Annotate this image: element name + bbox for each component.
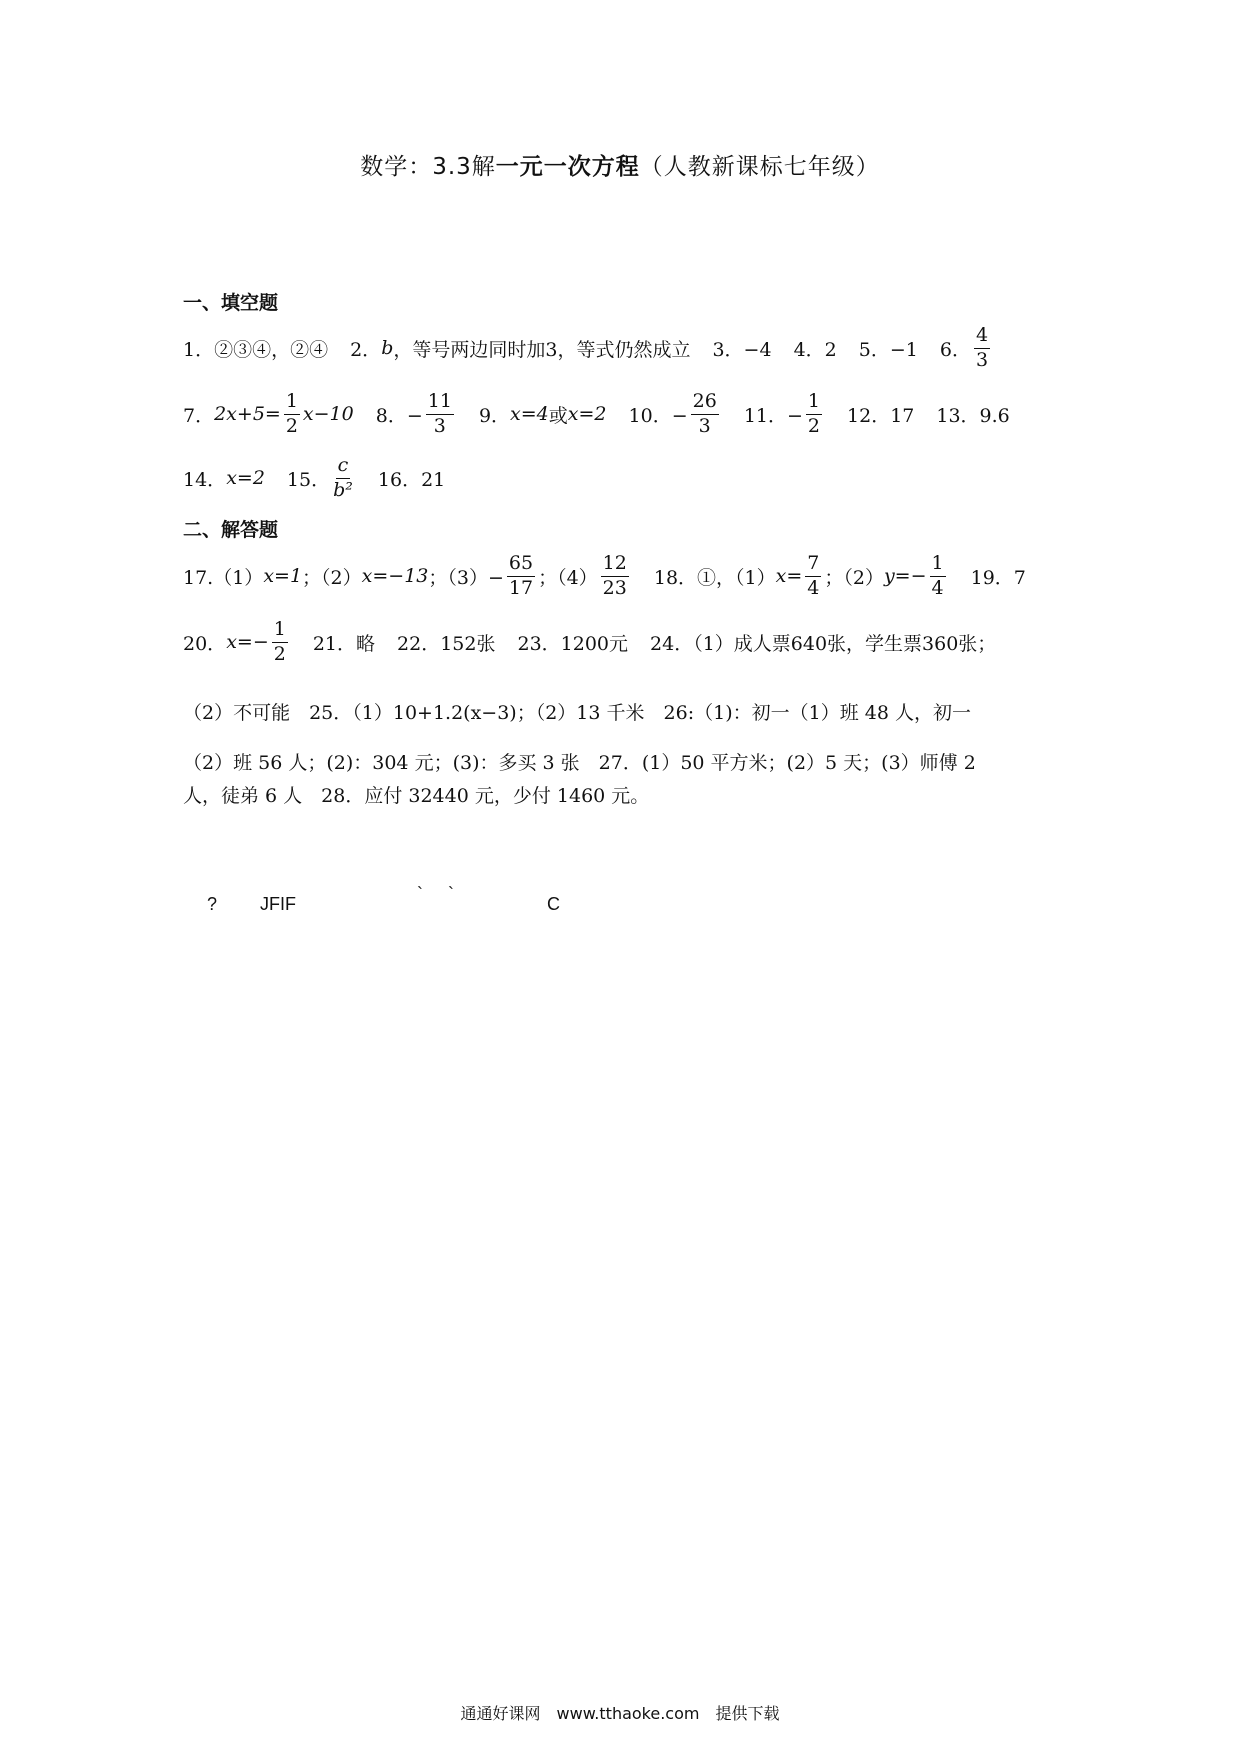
answer-q12: 12．17 [847,404,915,427]
fraction [333,453,353,501]
answer-q1: 1．②③④，②④ [183,338,329,361]
answer-q3: 3．−4 [712,338,772,361]
fraction [272,617,288,665]
fraction [805,551,821,599]
answer-q19: 19．7 [970,566,1026,589]
answer-line-6: （2）不可能 25．（1）10+1.2(x−3)；（2）13 千米 26:（1)：初一（1）班 48 人，初一 [183,702,971,724]
answer-q17-part2: x=−13 [361,565,429,587]
answer-q9-x2: x=2 [567,403,607,425]
fraction [974,323,990,371]
section-heading-solve: 二、解答题 [183,519,279,541]
answer-q2-text: ，等号两边同时加3，等式仍然成立 [393,338,691,361]
answer-q18-label: 18．①，（1） [653,566,776,589]
fraction [507,551,535,599]
answer-line-8: 人，徒弟 6 人 28．应付 32440 元，少付 1460 元。 [183,785,650,807]
answer-row-3 [183,448,1064,508]
answer-q5: 5．−1 [858,338,918,361]
answer-q18-y: y=− [883,565,927,587]
answer-q18 [653,551,949,599]
fraction-numerator: 1 [930,554,946,577]
fraction-numerator: 12 [601,554,629,577]
section-heading-fill-blank: 一、填空题 [183,292,279,314]
fraction-numerator: 65 [507,554,535,577]
footer-credit: 通通好课网 www.tthaoke.com 提供下载 [460,1704,780,1723]
answer-q14-value: x=2 [226,467,265,489]
answer-q7 [183,389,354,437]
fraction-denominator: 4 [807,576,820,599]
answer-q4: 4．2 [793,338,837,361]
answer-q13: 13．9.6 [936,404,1010,427]
answer-q17-part1: x=1 [263,565,303,587]
answer-q20 [183,617,291,665]
answer-q14-label: 14． [183,468,227,491]
fraction-denominator: 23 [602,576,627,599]
answer-q18-x: x= [775,565,803,587]
answer-q9 [479,401,607,428]
fraction [691,389,719,437]
fraction-numerator: 4 [974,326,990,349]
answer-row-2 [183,384,1064,444]
answer-q17-part2-label: ；（2） [302,566,362,589]
fraction-numerator: 1 [806,392,822,415]
answer-q11-label: 11．− [743,404,803,427]
answer-q8 [375,389,457,437]
answer-q18-part2-label: ；（2） [824,566,884,589]
answer-q15-label: 15． [286,468,331,491]
fraction-denominator: b² [333,478,353,501]
answer-q9-or: 或 [548,404,568,427]
title-suffix: （人教新课标七年级） [639,154,880,180]
answer-q22: 22．152张 [397,632,496,655]
answer-line-7: （2）班 56 人；(2)：304 元；(3)：多买 3 张 27．(1）50 平方米；(2）5 天；(3）师傅 2 [183,752,976,774]
fraction-denominator: 3 [698,414,711,437]
fraction-numerator: 26 [691,392,719,415]
answer-q17-part1-label: 17.（1） [183,566,264,589]
page-title [0,148,1240,181]
fraction-numerator: 7 [805,554,821,577]
answer-q23: 23．1200元 [517,632,629,655]
fraction-denominator: 2 [807,414,821,437]
answer-q16: 16．21 [377,468,446,491]
artifact-backtick-2: ` [448,884,454,904]
artifact-question-mark: ? [207,894,218,914]
answer-q14 [183,465,265,492]
fraction-denominator: 3 [975,348,989,371]
fraction-denominator: 2 [273,642,286,665]
fraction [601,551,629,599]
answer-row-1 [183,318,1064,378]
answer-row-4 [183,546,1064,606]
answer-q10 [628,389,722,437]
fraction-numerator: c [336,456,351,479]
answer-q24: 24．（1）成人票640张，学生票360张； [650,632,997,655]
fraction-numerator: 1 [272,620,288,643]
answer-q20-x: x=− [226,631,269,653]
answer-q10-label: 10．− [628,404,688,427]
title-prefix: 数学：3.3解 [360,154,496,180]
fraction-denominator: 3 [433,414,446,437]
answer-q8-label: 8．− [375,404,423,427]
fraction-numerator: 1 [284,392,300,415]
answer-q17 [183,551,632,599]
answer-q7-lhs: 2x+5= [214,403,281,425]
answer-q9-x1: x=4 [510,403,549,425]
artifact-jfif: JFIF [260,894,296,914]
fraction [426,389,454,437]
fraction-denominator: 4 [931,576,944,599]
answer-q17-part4-label: ；（4） [538,566,598,589]
answer-q2-var: b [381,337,394,359]
fraction-denominator: 2 [285,414,298,437]
answer-q15 [286,453,356,501]
answer-q21: 21．略 [312,632,376,655]
answer-q7-label: 7． [183,404,215,427]
answer-q20-label: 20． [183,632,227,655]
fraction-numerator: 11 [426,392,454,415]
answer-q9-label: 9． [478,404,511,427]
answer-q17-part3-label: ；（3）− [428,566,504,589]
fraction [284,389,300,437]
artifact-backtick-1: ` [417,884,423,904]
answer-q2-num: 2． [350,338,382,361]
artifact-c: C [547,894,560,914]
answer-q6-label: 6． [939,338,971,361]
answer-q2 [350,335,690,362]
fraction-denominator: 17 [508,576,534,599]
answer-row-5 [183,612,1064,672]
answer-q11 [743,389,825,437]
fraction [806,389,822,437]
answer-q7-rhs: x−10 [302,403,354,425]
fraction [930,551,946,599]
title-bold: 一元一次方程 [495,154,640,180]
answer-q6 [939,323,993,371]
